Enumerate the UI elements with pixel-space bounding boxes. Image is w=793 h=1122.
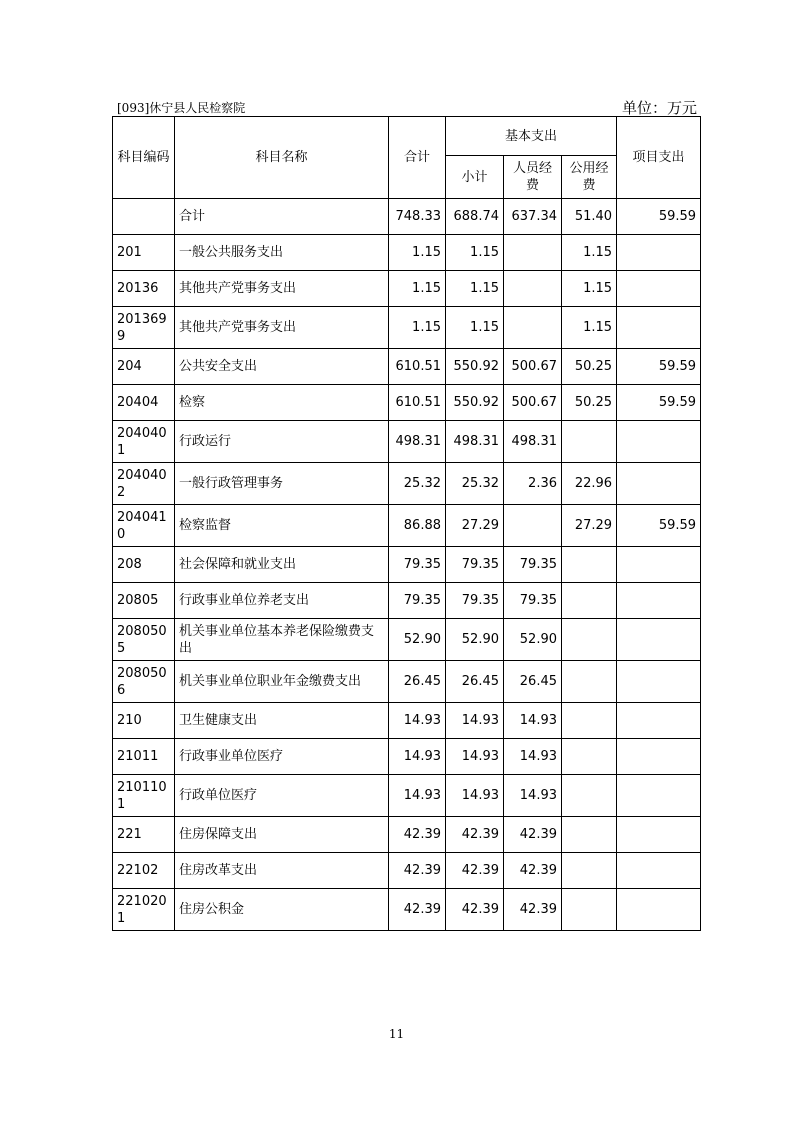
cell-code: 2210201 <box>113 889 175 931</box>
header-code: 科目编码 <box>113 117 175 199</box>
cell-code: 2040401 <box>113 421 175 463</box>
cell-name: 合计 <box>175 199 389 235</box>
cell-total: 498.31 <box>389 421 446 463</box>
cell-project: 59.59 <box>617 385 701 421</box>
cell-name: 一般行政管理事务 <box>175 463 389 505</box>
cell-name: 其他共产党事务支出 <box>175 271 389 307</box>
cell-subtotal: 1.15 <box>446 307 504 349</box>
cell-subtotal: 1.15 <box>446 271 504 307</box>
cell-project <box>617 463 701 505</box>
cell-project <box>617 619 701 661</box>
cell-name: 行政运行 <box>175 421 389 463</box>
cell-name: 住房公积金 <box>175 889 389 931</box>
cell-code: 20404 <box>113 385 175 421</box>
cell-project: 59.59 <box>617 199 701 235</box>
cell-public <box>562 889 617 931</box>
cell-public <box>562 739 617 775</box>
cell-subtotal: 42.39 <box>446 817 504 853</box>
cell-subtotal: 1.15 <box>446 235 504 271</box>
cell-personnel: 2.36 <box>504 463 562 505</box>
cell-personnel: 498.31 <box>504 421 562 463</box>
cell-personnel: 637.34 <box>504 199 562 235</box>
cell-subtotal: 25.32 <box>446 463 504 505</box>
cell-project <box>617 739 701 775</box>
table-row <box>113 619 701 661</box>
cell-project <box>617 235 701 271</box>
cell-code: 2040402 <box>113 463 175 505</box>
table-row <box>113 307 701 349</box>
cell-total: 1.15 <box>389 271 446 307</box>
cell-name: 公共安全支出 <box>175 349 389 385</box>
cell-code: 2013699 <box>113 307 175 349</box>
cell-code: 221 <box>113 817 175 853</box>
cell-total: 42.39 <box>389 817 446 853</box>
cell-name: 行政事业单位养老支出 <box>175 583 389 619</box>
budget-table <box>112 116 701 931</box>
cell-public: 51.40 <box>562 199 617 235</box>
cell-total: 79.35 <box>389 547 446 583</box>
unit-name: [093]休宁县人民检察院 <box>117 101 246 115</box>
table-row <box>113 385 701 421</box>
cell-project <box>617 775 701 817</box>
cell-subtotal: 688.74 <box>446 199 504 235</box>
table-row <box>113 583 701 619</box>
cell-subtotal: 27.29 <box>446 505 504 547</box>
page-number: 11 <box>388 1027 405 1041</box>
cell-public <box>562 775 617 817</box>
header-subtotal: 小计 <box>446 156 504 199</box>
cell-personnel <box>504 505 562 547</box>
cell-subtotal: 52.90 <box>446 619 504 661</box>
cell-public: 1.15 <box>562 271 617 307</box>
header-personnel: 人员经费 <box>504 156 562 199</box>
cell-total: 42.39 <box>389 853 446 889</box>
cell-personnel: 500.67 <box>504 385 562 421</box>
unit-label: 单位：万元 <box>621 99 697 117</box>
cell-name: 其他共产党事务支出 <box>175 307 389 349</box>
table-row <box>113 271 701 307</box>
cell-code: 2080506 <box>113 661 175 703</box>
cell-personnel <box>504 307 562 349</box>
cell-personnel: 14.93 <box>504 739 562 775</box>
cell-personnel: 79.35 <box>504 547 562 583</box>
cell-code: 2040410 <box>113 505 175 547</box>
cell-total: 52.90 <box>389 619 446 661</box>
header-total: 合计 <box>389 117 446 199</box>
cell-total: 26.45 <box>389 661 446 703</box>
cell-personnel: 14.93 <box>504 775 562 817</box>
cell-name: 机关事业单位基本养老保险缴费支出 <box>175 619 389 661</box>
cell-total: 610.51 <box>389 349 446 385</box>
table-row <box>113 505 701 547</box>
cell-project <box>617 583 701 619</box>
cell-project <box>617 853 701 889</box>
cell-code: 22102 <box>113 853 175 889</box>
cell-name: 社会保障和就业支出 <box>175 547 389 583</box>
cell-total: 1.15 <box>389 307 446 349</box>
header-public: 公用经费 <box>562 156 617 199</box>
cell-subtotal: 14.93 <box>446 775 504 817</box>
header-basic: 基本支出 <box>446 117 617 156</box>
cell-name: 行政事业单位医疗 <box>175 739 389 775</box>
cell-name: 卫生健康支出 <box>175 703 389 739</box>
table-row <box>113 889 701 931</box>
cell-name: 住房改革支出 <box>175 853 389 889</box>
cell-project <box>617 307 701 349</box>
cell-code: 20805 <box>113 583 175 619</box>
header-name: 科目名称 <box>175 117 389 199</box>
cell-code: 21011 <box>113 739 175 775</box>
cell-personnel: 42.39 <box>504 889 562 931</box>
cell-public <box>562 853 617 889</box>
cell-project: 59.59 <box>617 505 701 547</box>
cell-code: 20136 <box>113 271 175 307</box>
table-row <box>113 421 701 463</box>
cell-personnel: 42.39 <box>504 853 562 889</box>
cell-subtotal: 550.92 <box>446 385 504 421</box>
cell-public <box>562 583 617 619</box>
cell-code: 208 <box>113 547 175 583</box>
cell-project <box>617 421 701 463</box>
cell-code: 2101101 <box>113 775 175 817</box>
cell-subtotal: 498.31 <box>446 421 504 463</box>
cell-total: 1.15 <box>389 235 446 271</box>
cell-personnel <box>504 271 562 307</box>
header-project: 项目支出 <box>617 117 701 199</box>
cell-public: 50.25 <box>562 385 617 421</box>
cell-personnel: 42.39 <box>504 817 562 853</box>
table-row <box>113 853 701 889</box>
cell-subtotal: 550.92 <box>446 349 504 385</box>
cell-subtotal: 42.39 <box>446 853 504 889</box>
cell-project <box>617 703 701 739</box>
cell-project <box>617 889 701 931</box>
cell-project <box>617 661 701 703</box>
table-body <box>113 199 701 931</box>
table-row <box>113 463 701 505</box>
cell-subtotal: 14.93 <box>446 703 504 739</box>
table-row <box>113 547 701 583</box>
table-row <box>113 199 701 235</box>
table-row <box>113 661 701 703</box>
cell-subtotal: 42.39 <box>446 889 504 931</box>
cell-public <box>562 619 617 661</box>
cell-personnel: 14.93 <box>504 703 562 739</box>
cell-code: 2080505 <box>113 619 175 661</box>
cell-name: 机关事业单位职业年金缴费支出 <box>175 661 389 703</box>
cell-name: 检察 <box>175 385 389 421</box>
cell-personnel: 79.35 <box>504 583 562 619</box>
cell-public <box>562 547 617 583</box>
cell-code: 210 <box>113 703 175 739</box>
cell-personnel <box>504 235 562 271</box>
table-row <box>113 349 701 385</box>
cell-public <box>562 421 617 463</box>
cell-project <box>617 547 701 583</box>
cell-public: 1.15 <box>562 307 617 349</box>
cell-subtotal: 14.93 <box>446 739 504 775</box>
cell-personnel: 500.67 <box>504 349 562 385</box>
table-row <box>113 817 701 853</box>
cell-code: 204 <box>113 349 175 385</box>
cell-subtotal: 79.35 <box>446 547 504 583</box>
cell-code: 201 <box>113 235 175 271</box>
cell-public: 22.96 <box>562 463 617 505</box>
cell-project: 59.59 <box>617 349 701 385</box>
cell-name: 住房保障支出 <box>175 817 389 853</box>
cell-subtotal: 26.45 <box>446 661 504 703</box>
cell-project <box>617 271 701 307</box>
cell-code <box>113 199 175 235</box>
cell-personnel: 52.90 <box>504 619 562 661</box>
table-row <box>113 235 701 271</box>
cell-name: 一般公共服务支出 <box>175 235 389 271</box>
cell-total: 79.35 <box>389 583 446 619</box>
cell-personnel: 26.45 <box>504 661 562 703</box>
cell-total: 610.51 <box>389 385 446 421</box>
cell-name: 检察监督 <box>175 505 389 547</box>
cell-total: 14.93 <box>389 775 446 817</box>
cell-project <box>617 817 701 853</box>
cell-total: 86.88 <box>389 505 446 547</box>
cell-total: 14.93 <box>389 739 446 775</box>
cell-subtotal: 79.35 <box>446 583 504 619</box>
cell-total: 25.32 <box>389 463 446 505</box>
table-row <box>113 703 701 739</box>
table-row <box>113 775 701 817</box>
cell-total: 42.39 <box>389 889 446 931</box>
cell-public <box>562 661 617 703</box>
cell-public <box>562 703 617 739</box>
cell-name: 行政单位医疗 <box>175 775 389 817</box>
cell-public: 1.15 <box>562 235 617 271</box>
cell-public <box>562 817 617 853</box>
cell-public: 27.29 <box>562 505 617 547</box>
cell-total: 14.93 <box>389 703 446 739</box>
cell-total: 748.33 <box>389 199 446 235</box>
cell-public: 50.25 <box>562 349 617 385</box>
table-row <box>113 739 701 775</box>
